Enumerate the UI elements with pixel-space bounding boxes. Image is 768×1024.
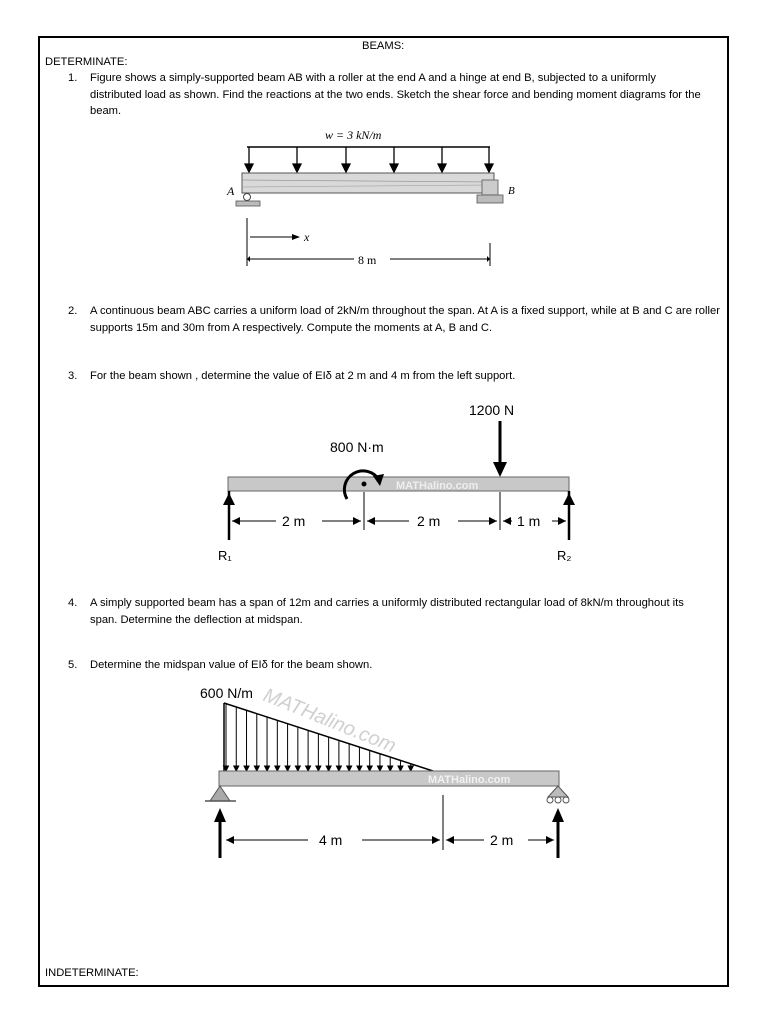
watermark-diagonal: MATHalino.com (260, 684, 399, 758)
section-heading-determinate: DETERMINATE: (45, 56, 128, 68)
dimension-label: 1 m (517, 513, 541, 529)
section-heading-indeterminate: INDETERMINATE: (45, 967, 139, 979)
reaction-label-r2: R₂ (557, 548, 572, 563)
load-arrow-head (285, 766, 290, 771)
span-label: 8 m (358, 253, 377, 267)
label-a: A (227, 184, 235, 198)
problem-number: 1. (68, 72, 78, 84)
reaction-left (214, 808, 226, 858)
page-title: BEAMS: (362, 40, 405, 52)
watermark-beam: MATHalino.com (428, 774, 511, 786)
dimension-label: 4 m (319, 832, 343, 848)
load-arrow-head (265, 766, 270, 771)
load-arrow-head (316, 766, 321, 771)
dimension-label: 2 m (490, 832, 514, 848)
force-label: 1200 N (469, 402, 515, 418)
reaction-right (552, 808, 564, 858)
pin-support-left (205, 786, 236, 801)
problem-text: A simply supported beam has a span of 12m and carries a uniformly distributed rectangular load of 8kN/m throughout its span. Determine the deflection at midspan. (90, 597, 684, 626)
dimension-label: 2 m (282, 513, 306, 529)
problem-number: 3. (68, 370, 78, 382)
load-arrow-head (408, 766, 413, 771)
problem-number: 4. (68, 597, 78, 609)
label-b: B (508, 185, 515, 197)
load-arrow-head (357, 766, 362, 771)
load-arrow-head (295, 766, 300, 771)
problem-text: Determine the midspan value of EIδ for the beam shown. (90, 659, 373, 671)
watermark: MATHalino.com (396, 480, 479, 492)
load-label: w = 3 kN/m (325, 128, 382, 142)
roller-support-right (547, 786, 569, 803)
load-arrow-head (347, 766, 352, 771)
load-arrow-head (367, 766, 372, 771)
problem-text: A continuous beam ABC carries a uniform load of 2kN/m throughout the span. At A is a fixed support, while at B and C are roller supports 15m and 30m from A respectively. Compute the moments at A, B and C. (90, 305, 720, 334)
problem-number: 5. (68, 659, 78, 671)
problem-number: 2. (68, 305, 78, 317)
load-arrow-head (244, 766, 249, 771)
load-arrow-head (234, 766, 239, 771)
load-arrow-head (377, 766, 382, 771)
load-arrow-head (388, 766, 393, 771)
load-arrow-head (275, 766, 280, 771)
load-arrow-head (398, 766, 403, 771)
dimension-label: 2 m (417, 513, 441, 529)
load-arrow-head (254, 766, 259, 771)
load-arrow-head (326, 766, 331, 771)
moment-label: 800 N·m (330, 439, 384, 455)
load-arrow-head (306, 766, 311, 771)
load-label: 600 N/m (200, 685, 253, 701)
problem-text: For the beam shown , determine the value of EIδ at 2 m and 4 m from the left support. (90, 370, 516, 382)
reaction-label-r1: R₁ (218, 548, 232, 563)
x-label: x (304, 230, 310, 244)
load-arrow-head (336, 766, 341, 771)
problem-text: Figure shows a simply-supported beam AB with a roller at the end A and a hinge at end B, subjected to a uniformly distributed load as shown. Find the reactions at the two ends. Sketch the shear force and bending moment diagrams for the beam. (90, 72, 701, 117)
